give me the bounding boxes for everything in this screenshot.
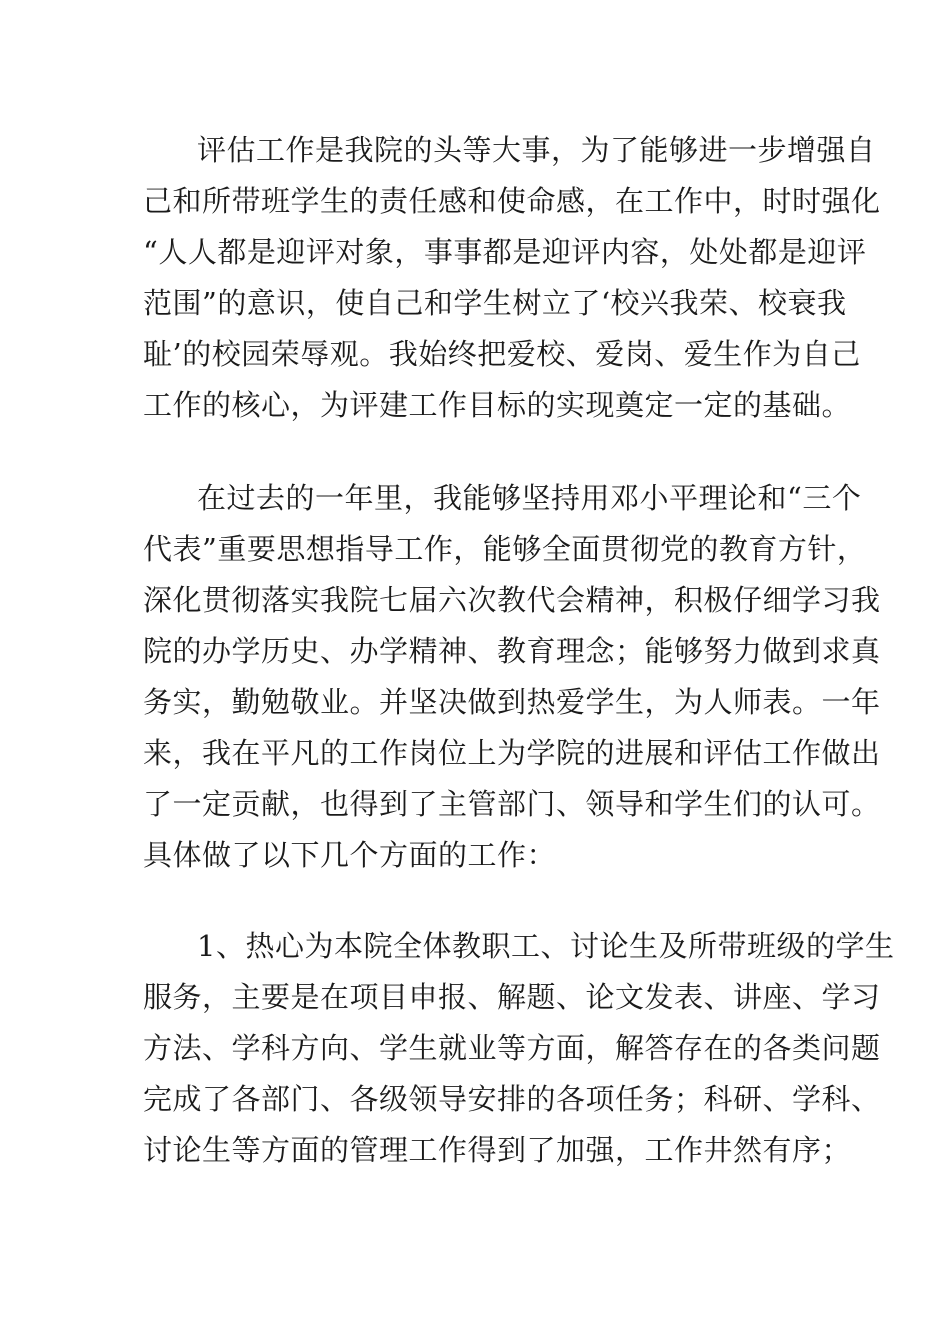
text-line: 讨论生等方面的管理工作得到了加强，工作井然有序； bbox=[143, 1133, 852, 1167]
text-line: 评估工作是我院的头等大事，为了能够进一步增强自 bbox=[197, 133, 876, 167]
text-line: 了一定贡献，也得到了主管部门、领导和学生们的认可。 bbox=[143, 787, 881, 821]
text-line: 己和所带班学生的责任感和使命感，在工作中，时时强化 bbox=[143, 184, 881, 218]
text-line: 务实，勤勉敬业。并坚决做到热爱学生，为人师表。一年 bbox=[143, 685, 881, 719]
text-line: 方法、学科方向、学生就业等方面，解答存在的各类问题 bbox=[143, 1031, 881, 1065]
text-line: 具体做了以下几个方面的工作： bbox=[143, 838, 557, 872]
text-line: 院的办学历史、办学精神、教育理念；能够努力做到求真 bbox=[143, 634, 881, 668]
text-line: 深化贯彻落实我院七届六次教代会精神，积极仔细学习我 bbox=[143, 583, 881, 617]
text-line: 来，我在平凡的工作岗位上为学院的进展和评估工作做出 bbox=[143, 736, 881, 770]
text-line: 范围”的意识，使自己和学生树立了‘校兴我荣、校衰我 bbox=[143, 286, 847, 320]
text-line: 在过去的一年里，我能够坚持用邓小平理论和“三个 bbox=[197, 481, 862, 515]
text-line: 工作的核心，为评建工作目标的实现奠定一定的基础。 bbox=[143, 388, 852, 422]
text-line: “人人都是迎评对象，事事都是迎评内容，处处都是迎评 bbox=[143, 235, 867, 269]
text-line: 耻’的校园荣辱观。我始终把爱校、爱岗、爱生作为自己 bbox=[143, 337, 861, 371]
text-line: 服务，主要是在项目申报、解题、论文发表、讲座、学习 bbox=[143, 980, 881, 1014]
text-line: 代表”重要思想指导工作，能够全面贯彻党的教育方针， bbox=[143, 532, 867, 566]
text-line: 1、热心为本院全体教职工、讨论生及所带班级的学生 bbox=[197, 929, 895, 963]
text-line: 完成了各部门、各级领导安排的各项任务；科研、学科、 bbox=[143, 1082, 881, 1116]
